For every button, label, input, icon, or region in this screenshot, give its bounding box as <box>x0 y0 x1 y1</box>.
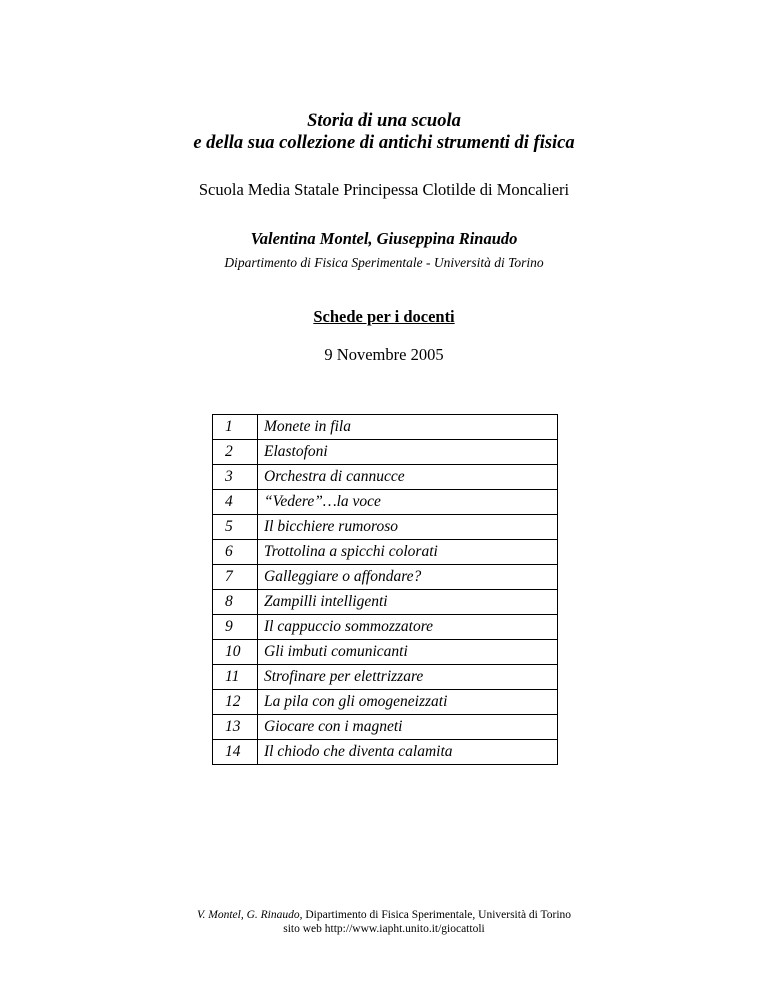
table-row <box>213 740 558 765</box>
section-heading <box>0 307 768 327</box>
sheet-number: 13 <box>213 715 258 740</box>
sheet-number: 11 <box>213 665 258 690</box>
sheet-title: Gli imbuti comunicanti <box>258 640 558 665</box>
table-row <box>213 440 558 465</box>
sheet-number: 10 <box>213 640 258 665</box>
sheet-number: 5 <box>213 515 258 540</box>
table-row <box>213 490 558 515</box>
sheet-number: 1 <box>213 415 258 440</box>
table-row <box>213 690 558 715</box>
sheet-number: 6 <box>213 540 258 565</box>
affiliation: Dipartimento di Fisica Sperimentale - Università di Torino <box>224 255 544 270</box>
sheet-title: Elastofoni <box>258 440 558 465</box>
sheet-title: Strofinare per elettrizzare <box>258 665 558 690</box>
sheet-title: Il cappuccio sommozzatore <box>258 615 558 640</box>
footer-affiliation: , Dipartimento di Fisica Sperimentale, Università di Torino <box>299 909 572 921</box>
sheet-number: 9 <box>213 615 258 640</box>
sheet-title: Trottolina a spicchi colorati <box>258 540 558 565</box>
table-row <box>213 540 558 565</box>
table-row <box>213 565 558 590</box>
sheet-number: 3 <box>213 465 258 490</box>
sheet-number: 14 <box>213 740 258 765</box>
document-title-line-1: Storia di una scuola <box>307 111 461 131</box>
section-heading-text: Schede per i docenti <box>313 307 455 326</box>
document-date: 9 Novembre 2005 <box>324 345 444 364</box>
document-title-line-2: e della sua collezione di antichi strumenti di fisica <box>193 133 575 153</box>
authors: Valentina Montel, Giuseppina Rinaudo <box>250 229 518 248</box>
table-row <box>213 590 558 615</box>
footer-website: sito web http://www.iapht.unito.it/giocattoli <box>283 923 485 935</box>
table-row <box>213 665 558 690</box>
school-name: Scuola Media Statale Principessa Clotilde di Moncalieri <box>198 180 570 199</box>
sheet-number: 2 <box>213 440 258 465</box>
sheet-title: Monete in fila <box>258 415 558 440</box>
footer-credit-line <box>0 908 768 922</box>
sheets-table <box>212 414 558 765</box>
table-row <box>213 415 558 440</box>
sheet-title: Orchestra di cannucce <box>258 465 558 490</box>
sheet-number: 7 <box>213 565 258 590</box>
table-row <box>213 465 558 490</box>
sheet-title: “Vedere”…la voce <box>258 490 558 515</box>
sheet-number: 8 <box>213 590 258 615</box>
footer <box>0 908 768 936</box>
sheet-title: Giocare con i magneti <box>258 715 558 740</box>
sheet-title: Zampilli intelligenti <box>258 590 558 615</box>
table-row <box>213 515 558 540</box>
table-row <box>213 715 558 740</box>
sheet-title: Il bicchiere rumoroso <box>258 515 558 540</box>
table-row <box>213 640 558 665</box>
sheet-title: La pila con gli omogeneizzati <box>258 690 558 715</box>
sheet-title: Il chiodo che diventa calamita <box>258 740 558 765</box>
sheet-number: 12 <box>213 690 258 715</box>
sheet-title: Galleggiare o affondare? <box>258 565 558 590</box>
sheet-number: 4 <box>213 490 258 515</box>
table-row <box>213 615 558 640</box>
footer-authors: V. Montel, G. Rinaudo <box>196 909 300 921</box>
